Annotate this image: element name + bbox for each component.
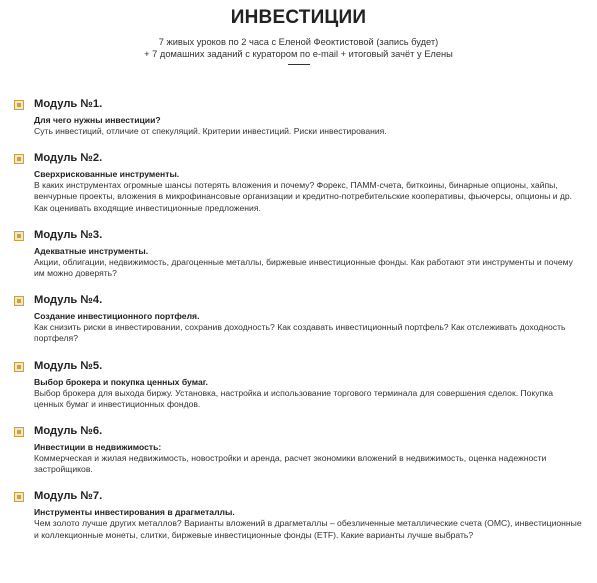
square-bullet-icon <box>14 492 24 502</box>
page-subtitle <box>0 36 597 60</box>
square-bullet-icon <box>14 362 24 372</box>
module-description: Чем золото лучше других металлов? Варианты вложений в драгметаллы – обезличенные металлические счета (ОМС), инвестиционные и коллекционные монеты, слитки, биржевые инвестиционные фонды (ETF). Какие варианты лучше выбрать? <box>34 518 582 540</box>
module-item <box>14 359 584 410</box>
square-bullet-icon <box>14 296 24 306</box>
module-subtitle: Выбор брокера и покупка ценных бумаг. <box>34 376 208 387</box>
module-name: Модуль №1. <box>34 98 103 110</box>
square-bullet-icon <box>14 154 24 164</box>
module-name: Модуль №3. <box>34 228 103 241</box>
module-subtitle: Инвестиции в недвижимость: <box>34 442 162 453</box>
module-description: В каких инструментах огромные шансы потерять вложения и почему? Форекс, ПАММ-счета, биткоины, бинарные опционы, хайпы, венчурные проекты, вложения в микрофинансовые организации и кредитно-потребительские кооперативы, фьючерсы, опционы и др. Как оценивать входящие инвестиционные предложения. <box>34 180 573 213</box>
module-description: Акции, облигации, недвижимость, драгоценные металлы, биржевые инвестиционные фонды. Как работают эти инструменты и почему им можно доверять? <box>34 256 573 279</box>
module-subtitle: Инструменты инвестирования в драгметаллы. <box>34 507 235 518</box>
module-name: Модуль №4. <box>34 294 103 307</box>
title-divider <box>288 64 310 65</box>
square-bullet-icon <box>14 427 24 437</box>
module-subtitle: Сверхрискованные инструменты. <box>34 169 180 180</box>
module-name: Модуль №7. <box>34 490 103 503</box>
module-item <box>14 97 584 137</box>
module-description: Как снизить риски в инвестировании, сохранив доходность? Как создавать инвестиционный портфель? Как отслеживать доходность портфеля? <box>34 322 566 344</box>
module-description: Суть инвестиций, отличие от спекуляций. Критерии инвестиций. Риски инвестирования. <box>34 126 387 136</box>
module-name: Модуль №6. <box>34 425 103 438</box>
module-item <box>14 293 584 344</box>
module-list <box>14 97 584 541</box>
module-name: Модуль №2. <box>34 152 103 165</box>
subtitle-line-1: 7 живых уроков по 2 часа с Еленой Феоктистовой (запись будет) <box>158 37 439 47</box>
module-item <box>14 424 584 475</box>
square-bullet-icon <box>14 231 24 241</box>
subtitle-line-2: + 7 домашних заданий с куратором по e-mail + итоговый зачёт у Елены <box>144 49 453 59</box>
module-item <box>14 228 584 279</box>
module-item <box>14 151 584 214</box>
module-item <box>14 489 584 540</box>
module-subtitle: Для чего нужны инвестиции? <box>34 115 161 125</box>
square-bullet-icon <box>14 100 24 110</box>
module-subtitle: Создание инвестиционного портфеля. <box>34 311 200 322</box>
page-title: ИНВЕСТИЦИИ <box>230 7 367 28</box>
module-description: Выбор брокера для выхода биржу. Установка, настройка и использование торгового терминала для совершения сделок. Покупка ценных бумаг и инвестиционных фондов. <box>34 387 553 409</box>
module-name: Модуль №5. <box>34 359 103 372</box>
module-description: Коммерческая и жилая недвижимость, новостройки и аренда, расчет экономики вложений в недвижимость, оценка надежности застройщиков. <box>34 453 547 475</box>
module-subtitle: Адекватные инструменты. <box>34 245 149 256</box>
